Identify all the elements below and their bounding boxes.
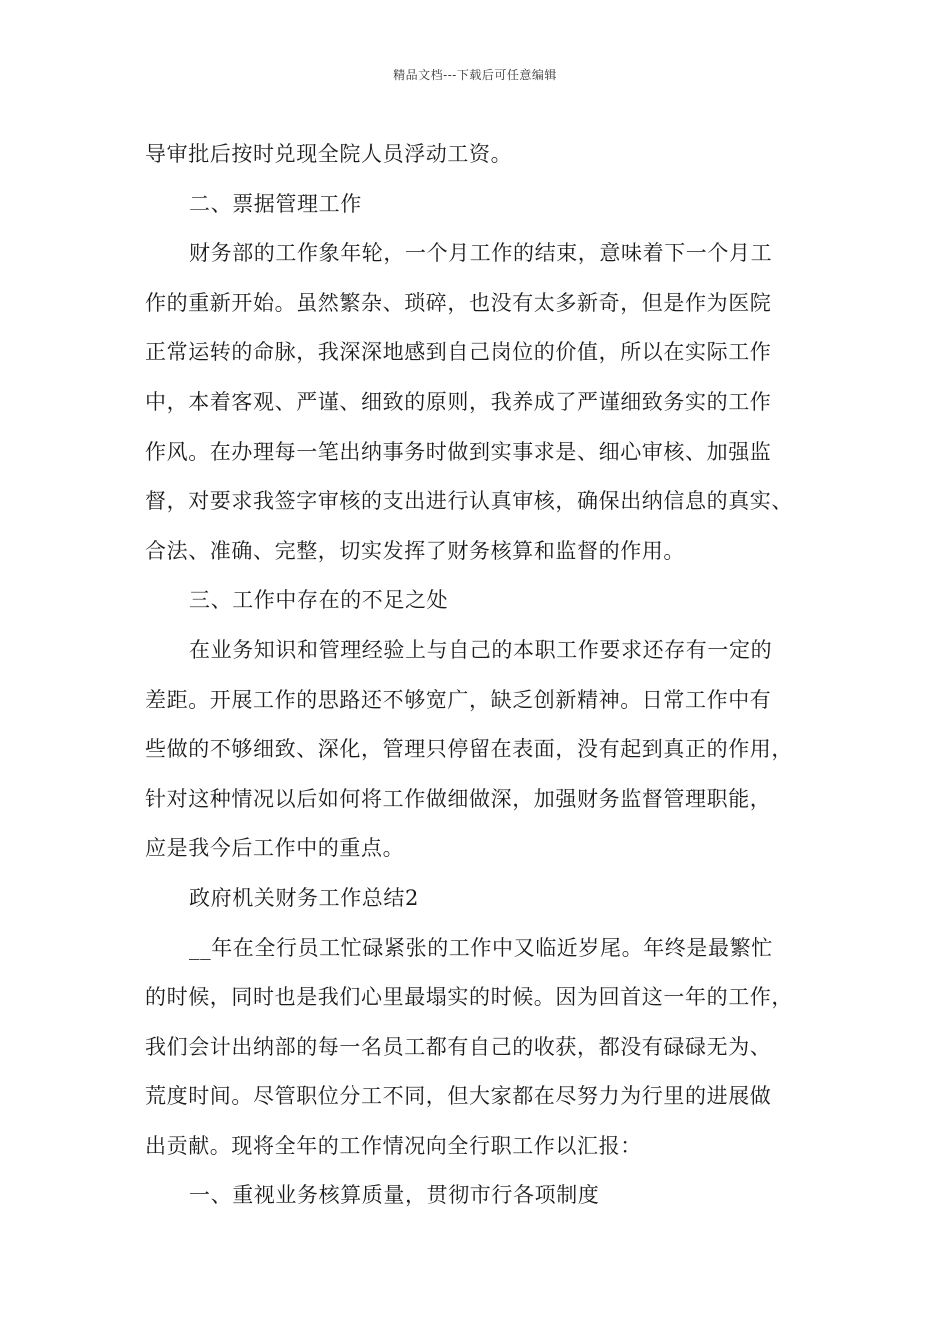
paragraph-line: 在业务知识和管理经验上与自己的本职工作要求还存有一定的 <box>189 637 773 662</box>
document-title: 政府机关财务工作总结2 <box>189 885 419 910</box>
paragraph-line: 作风。在办理每一笔出纳事务时做到实事求是、细心审核、加强监 <box>145 439 772 464</box>
section-heading: 一、重视业务核算质量，贯彻市行各项制度 <box>189 1183 600 1208</box>
section-heading: 三、工作中存在的不足之处 <box>189 588 449 613</box>
paragraph-line: 合法、准确、完整，切实发挥了财务核算和监督的作用。 <box>145 538 685 563</box>
paragraph-line: 的时候，同时也是我们心里最塌实的时候。因为回首这一年的工作， <box>145 985 793 1010</box>
paragraph-line: 差距。开展工作的思路还不够宽广，缺乏创新精神。日常工作中有 <box>145 687 772 712</box>
paragraph-line: 针对这种情况以后如何将工作做细做深，加强财务监督管理职能， <box>145 786 772 811</box>
paragraph-line: 财务部的工作象年轮，一个月工作的结束，意味着下一个月工 <box>189 241 773 266</box>
paragraph-line: 导审批后按时兑现全院人员浮动工资。 <box>145 142 513 166</box>
section-heading: 二、票据管理工作 <box>189 191 362 216</box>
paragraph-line: 应是我今后工作中的重点。 <box>145 836 405 861</box>
paragraph-line: 督，对要求我签字审核的支出进行认真审核，确保出纳信息的真实、 <box>145 489 793 514</box>
paragraph-line: 出贡献。现将全年的工作情况向全行职工作以汇报： <box>145 1133 642 1158</box>
paragraph-line: 荒度时间。尽管职位分工不同，但大家都在尽努力为行里的进展做 <box>145 1084 772 1109</box>
paragraph-line: 我们会计出纳部的每一名员工都有自己的收获，都没有碌碌无为、 <box>145 1034 772 1059</box>
page-header: 精品文档---下载后可任意编辑 <box>393 68 557 82</box>
paragraph-line: 中，本着客观、严谨、细致的原则，我养成了严谨细致务实的工作 <box>145 389 772 414</box>
paragraph-line: 正常运转的命脉，我深深地感到自己岗位的价值，所以在实际工作 <box>145 340 772 365</box>
paragraph-line: 作的重新开始。虽然繁杂、琐碎，也没有太多新奇，但是作为医院 <box>145 290 772 315</box>
paragraph-line: 些做的不够细致、深化，管理只停留在表面，没有起到真正的作用， <box>145 737 793 762</box>
paragraph-line: __年在全行员工忙碌紧张的工作中又临近岁尾。年终是最繁忙 <box>189 935 773 960</box>
document-body <box>145 130 833 1221</box>
